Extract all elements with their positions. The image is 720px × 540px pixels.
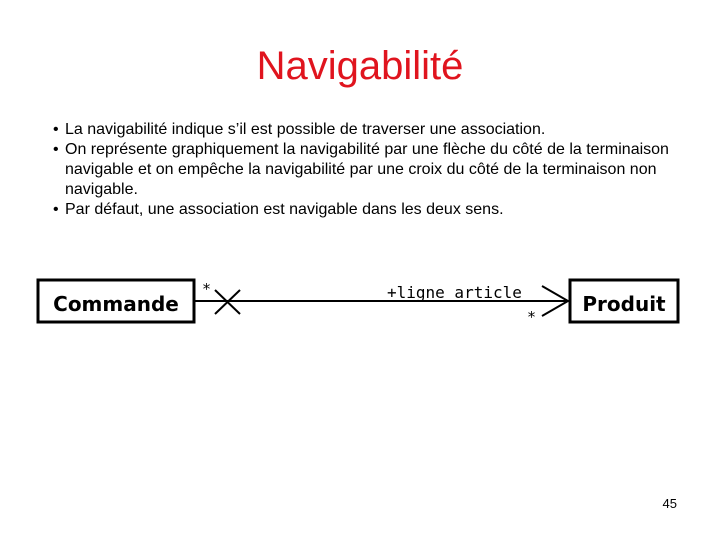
- multiplicity-left: *: [202, 280, 212, 298]
- bullet-item: • La navigabilité indique s’il est possible de traverser une association.: [48, 120, 688, 140]
- class-box-produit: [570, 280, 678, 322]
- role-label: +ligne article: [387, 283, 522, 302]
- bullet-item: • On représente graphiquement la navigabilité par une flèche du côté de la terminaison navigable et on empêche la navigabilité par une croix du côté de la terminaison non navigable.: [48, 140, 688, 200]
- uml-association-diagram: [30, 270, 690, 330]
- class-box-commande: [38, 280, 194, 322]
- class-name-produit: Produit: [582, 292, 666, 316]
- bullet-list: [48, 120, 688, 220]
- class-name-commande: Commande: [53, 292, 179, 316]
- page-number: 45: [662, 496, 677, 511]
- bullet-item: • Par défaut, une association est navigable dans les deux sens.: [48, 200, 688, 220]
- slide-title: Navigabilité: [256, 44, 464, 88]
- multiplicity-right: *: [527, 308, 537, 326]
